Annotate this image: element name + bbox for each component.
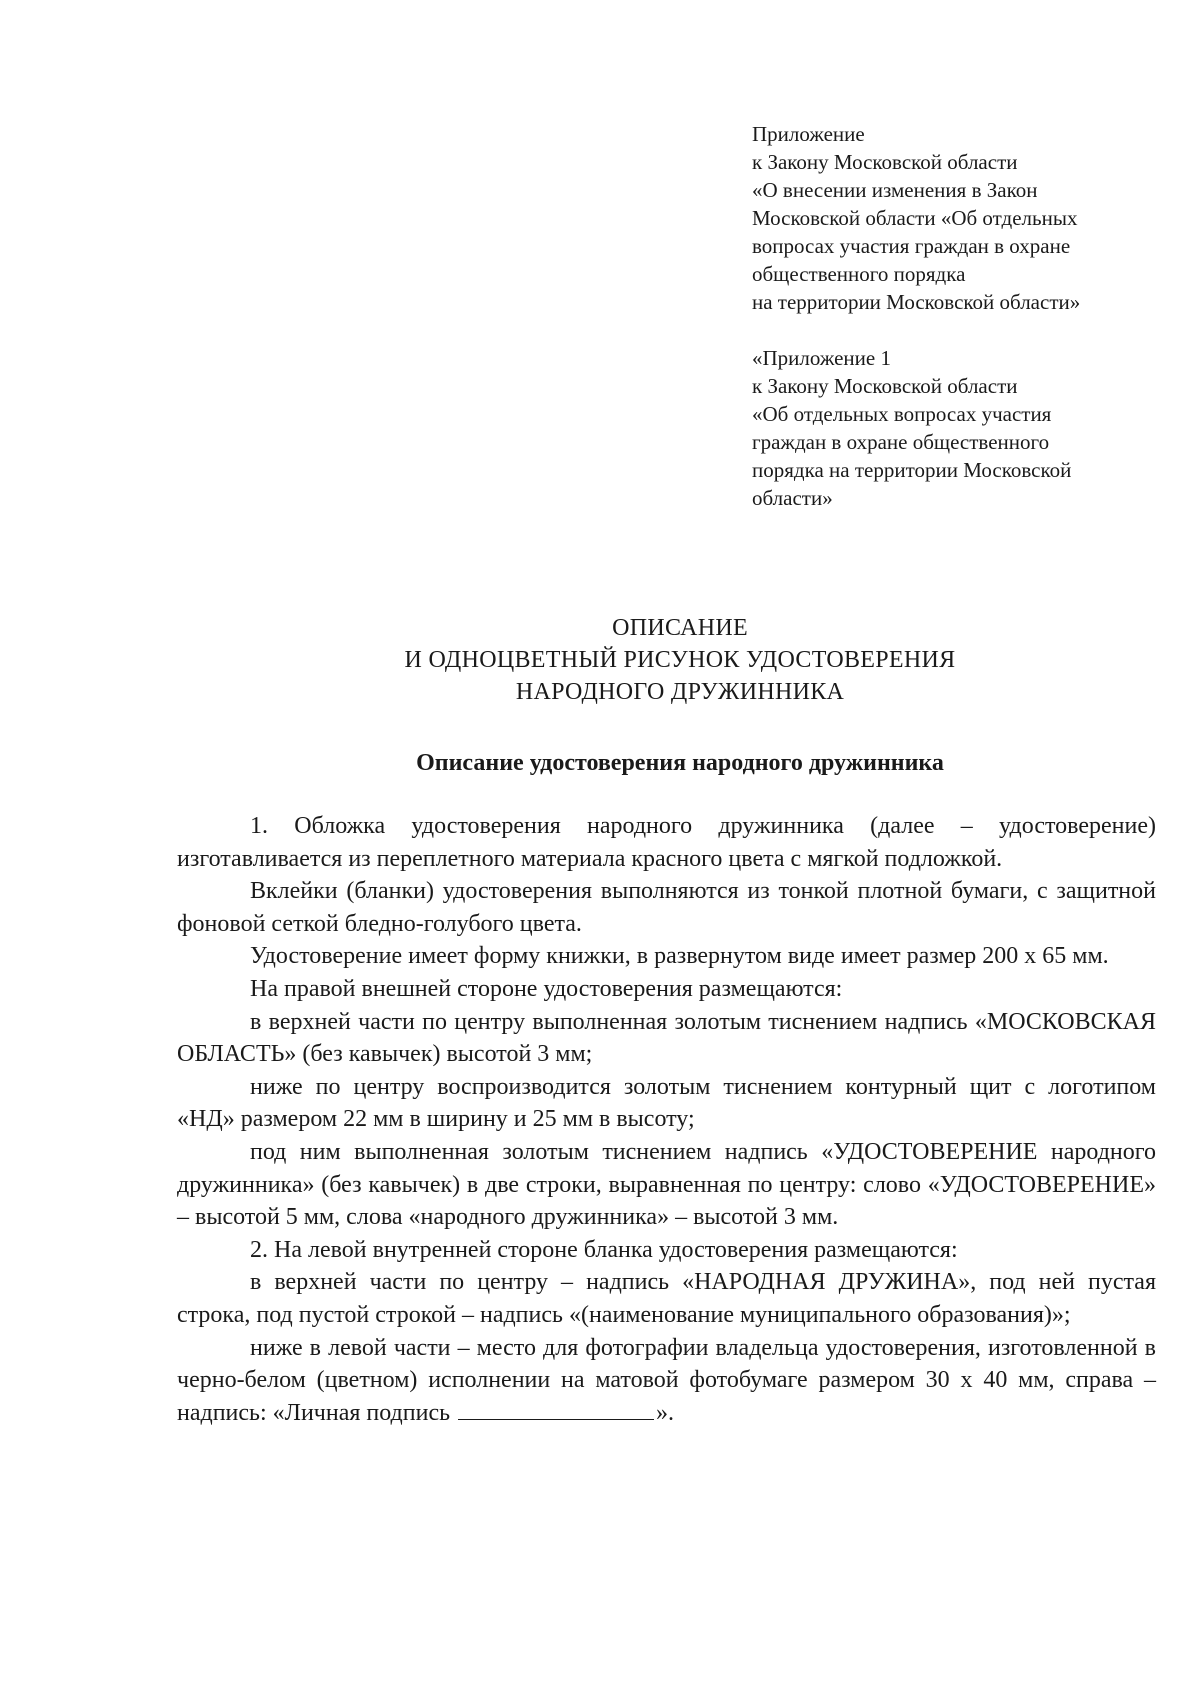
- appendix-header-2-line: к Закону Московской области: [752, 374, 1018, 398]
- paragraph-text: ниже в левой части – место для фотографии владельца удостоверения, изготовленной в черно-белом (цветном) исполнении на матовой фотобумаге размером 30 х 40 мм, справа – надпись: «Личная подпись: [177, 1334, 1156, 1426]
- paragraph: в верхней части по центру выполненная золотым тиснением надпись «МОСКОВСКАЯ ОБЛАСТЬ» (без кавычек) высотой 3 мм;: [177, 1008, 1156, 1068]
- title-line: И ОДНОЦВЕТНЫЙ РИСУНОК УДОСТОВЕРЕНИЯ: [404, 647, 956, 673]
- paragraph: в верхней части по центру – надпись «НАРОДНАЯ ДРУЖИНА», под ней пустая строка, под пустой строкой – надпись «(наименование муниципального образования)»;: [177, 1269, 1156, 1328]
- signature-blank-line: [458, 1399, 654, 1420]
- appendix-header-2-line: «Приложение 1: [752, 346, 891, 370]
- document-body: [177, 810, 1156, 1429]
- paragraph: Вклейки (бланки) удостоверения выполняются из тонкой плотной бумаги, с защитной фоновой сеткой бледно-голубого цвета.: [177, 878, 1156, 937]
- title-line: НАРОДНОГО ДРУЖИННИКА: [515, 679, 845, 705]
- paragraph: На правой внешней стороне удостоверения размещаются:: [250, 975, 843, 1002]
- appendix-header-line: «О внесении изменения в Закон: [752, 178, 1038, 202]
- appendix-header-line: Приложение: [752, 122, 865, 146]
- appendix-header-line: Московской области «Об отдельных: [752, 206, 1078, 230]
- section-heading: Описание удостоверения народного дружинника: [416, 750, 944, 776]
- paragraph: под ним выполненная золотым тиснением надпись «УДОСТОВЕРЕНИЕ народного дружинника» (без кавычек) в две строки, выравненная по центру: слово «УДОСТОВЕРЕНИЕ» – высотой 5 мм, слова «народного дружинника» – высотой 3 мм.: [177, 1138, 1156, 1231]
- title-line: ОПИСАНИЕ: [612, 615, 748, 641]
- appendix-header-line: общественного порядка: [752, 262, 966, 286]
- appendix-header-2: [752, 344, 1152, 512]
- appendix-header-2-line: порядка на территории Московской: [752, 458, 1072, 482]
- document-title: [180, 612, 1180, 708]
- paragraph: ниже по центру воспроизводится золотым тиснением контурный щит с логотипом «НД» размером 22 мм в ширину и 25 мм в высоту;: [177, 1073, 1156, 1133]
- paragraph-closing: ».: [656, 1399, 675, 1426]
- paragraph: Удостоверение имеет форму книжки, в развернутом виде имеет размер 200 х 65 мм.: [250, 943, 1109, 970]
- appendix-header-2-line: области»: [752, 486, 833, 510]
- paragraph: 2. На левой внутренней стороне бланка удостоверения размещаются:: [250, 1236, 958, 1263]
- paragraph-signature: [177, 1332, 1156, 1430]
- appendix-header-2-line: граждан в охране общественного: [752, 430, 1050, 454]
- paragraph: 1. Обложка удостоверения народного дружинника (далее – удостоверение) изготавливается из переплетного материала красного цвета с мягкой подложкой.: [177, 813, 1156, 872]
- appendix-header: [752, 120, 1152, 316]
- appendix-header-line: на территории Московской области»: [752, 290, 1081, 314]
- appendix-header-2-line: «Об отдельных вопросах участия: [752, 402, 1052, 426]
- appendix-header-line: вопросах участия граждан в охране: [752, 234, 1071, 258]
- appendix-header-line: к Закону Московской области: [752, 150, 1018, 174]
